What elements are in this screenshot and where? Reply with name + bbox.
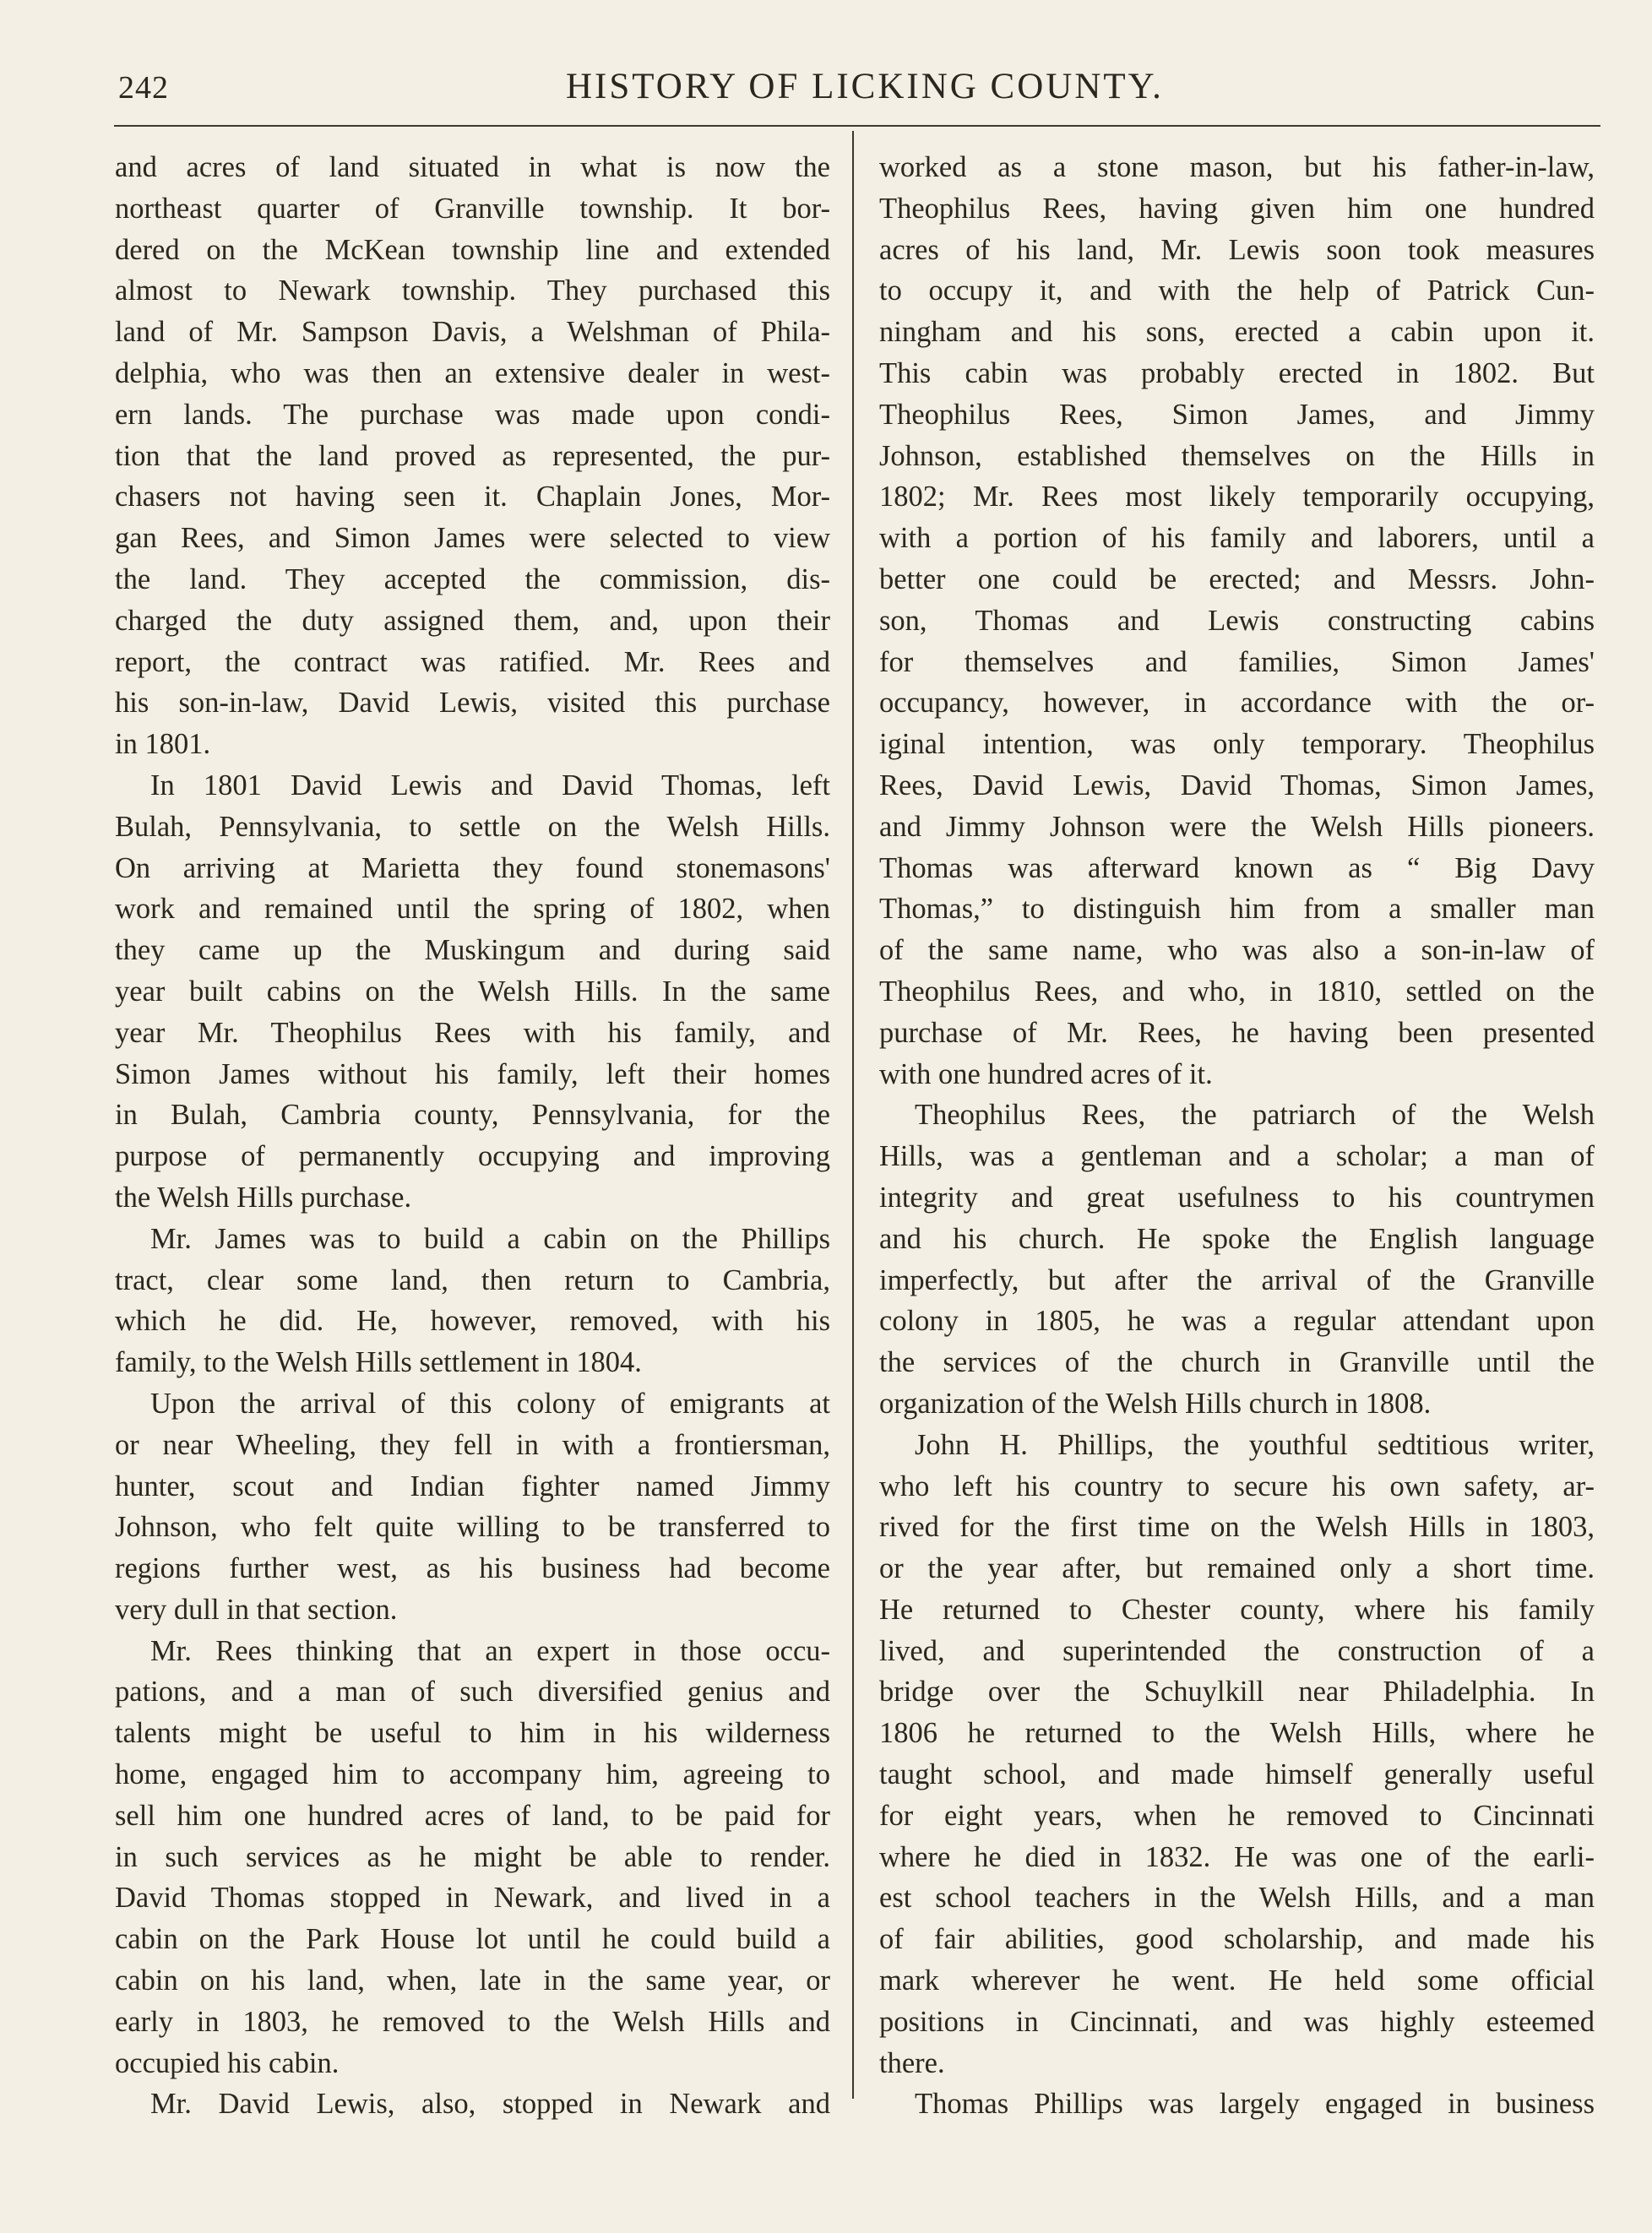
text-line: sell him one hundred acres of land, to be paid for	[115, 1799, 830, 1832]
text-line: Thomas Phillips was largely engaged in business	[915, 2088, 1595, 2121]
text-line: there.	[879, 2046, 945, 2079]
text-line: organization of the Welsh Hills church in 1808.	[879, 1387, 1432, 1420]
text-line: and Jimmy Johnson were the Welsh Hills pioneers.	[879, 810, 1595, 843]
text-line: Upon the arrival of this colony of emigrants at	[150, 1387, 830, 1420]
text-line: his son-in-law, David Lewis, visited this purchase	[115, 687, 830, 720]
text-line: Johnson, established themselves on the Hills in	[879, 439, 1595, 472]
text-line: Mr. David Lewis, also, stopped in Newark and	[150, 2088, 830, 2121]
text-line: with one hundred acres of it.	[879, 1057, 1213, 1090]
text-line: Theophilus Rees, having given him one hundred	[879, 192, 1595, 225]
text-line: Theophilus Rees, Simon James, and Jimmy	[879, 398, 1595, 431]
text-line: On arriving at Marietta they found stonemasons'	[115, 851, 830, 884]
text-line: land of Mr. Sampson Davis, a Welshman of Phila-	[115, 316, 830, 349]
text-line: occupied his cabin.	[115, 2046, 340, 2079]
text-line: He returned to Chester county, where his family	[879, 1593, 1595, 1626]
text-line: mark wherever he went. He held some official	[879, 1964, 1595, 1997]
text-line: Rees, David Lewis, David Thomas, Simon James,	[879, 769, 1595, 801]
text-line: for themselves and families, Simon James'	[879, 645, 1595, 678]
text-line: or the year after, but remained only a short time.	[879, 1552, 1595, 1585]
text-line: cabin on the Park House lot until he could build a	[115, 1923, 830, 1956]
text-line: son, Thomas and Lewis constructing cabins	[879, 604, 1595, 637]
left-column	[115, 147, 830, 2125]
text-line: they came up the Muskingum and during said	[115, 934, 830, 967]
text-line: David Thomas stopped in Newark, and lived in a	[115, 1882, 830, 1915]
text-line: Mr. Rees thinking that an expert in those occu-	[150, 1634, 830, 1667]
right-column	[879, 147, 1595, 2125]
text-line: purpose of permanently occupying and improving	[115, 1140, 830, 1173]
text-line: of the same name, who was also a son-in-law of	[879, 934, 1595, 967]
text-line: bridge over the Schuylkill near Philadelphia. In	[879, 1676, 1595, 1709]
text-line: to occupy it, and with the help of Patrick Cun-	[879, 274, 1595, 307]
running-title: HISTORY OF LICKING COUNTY.	[566, 67, 1164, 106]
text-line: 1802; Mr. Rees most likely temporarily occupying,	[879, 481, 1595, 513]
text-line: charged the duty assigned them, and, upon their	[115, 604, 830, 637]
text-line: northeast quarter of Granville township. It bor-	[115, 192, 830, 225]
text-line: ningham and his sons, erected a cabin upon it.	[879, 316, 1595, 349]
text-line: imperfectly, but after the arrival of the Granville	[879, 1263, 1595, 1296]
header-rule	[114, 125, 1600, 127]
text-line: and acres of land situated in what is now the	[115, 151, 830, 183]
text-line: with a portion of his family and laborers, until a	[879, 522, 1595, 555]
text-line: work and remained until the spring of 1802, when	[115, 893, 830, 926]
text-line: Johnson, who felt quite willing to be transferred to	[115, 1511, 830, 1544]
text-line: pations, and a man of such diversified genius and	[115, 1676, 830, 1709]
text-line: In 1801 David Lewis and David Thomas, left	[150, 769, 830, 801]
text-line: colony in 1805, he was a regular attendant upon	[879, 1305, 1595, 1338]
column-divider	[852, 131, 854, 2099]
text-line: gan Rees, and Simon James were selected to view	[115, 522, 830, 555]
text-line: in Bulah, Cambria county, Pennsylvania, for the	[115, 1099, 830, 1132]
text-line: report, the contract was ratified. Mr. Rees and	[115, 645, 830, 678]
text-line: integrity and great usefulness to his countrymen	[879, 1181, 1595, 1214]
text-line: purchase of Mr. Rees, he having been presented	[879, 1016, 1595, 1049]
text-line: John H. Phillips, the youthful sedtitious writer,	[915, 1428, 1595, 1461]
text-line: Theophilus Rees, and who, in 1810, settled on the	[879, 975, 1595, 1008]
text-line: Hills, was a gentleman and a scholar; a man of	[879, 1140, 1595, 1173]
text-line: family, to the Welsh Hills settlement in 1804.	[115, 1346, 642, 1379]
text-line: cabin on his land, when, late in the same year, or	[115, 1964, 830, 1997]
text-line: talents might be useful to him in his wilderness	[115, 1717, 830, 1750]
text-line: taught school, and made himself generally useful	[879, 1758, 1595, 1791]
text-line: Thomas,” to distinguish him from a smaller man	[879, 893, 1595, 926]
text-line: the land. They accepted the commission, dis-	[115, 562, 830, 595]
text-line: This cabin was probably erected in 1802. But	[879, 356, 1595, 389]
text-line: of fair abilities, good scholarship, and made his	[879, 1923, 1595, 1956]
text-line: very dull in that section.	[115, 1593, 398, 1626]
text-line: or near Wheeling, they fell in with a frontiersman,	[115, 1428, 830, 1461]
text-line: which he did. He, however, removed, with his	[115, 1305, 830, 1338]
text-line: ern lands. The purchase was made upon condi-	[115, 398, 830, 431]
text-line: year built cabins on the Welsh Hills. In the same	[115, 975, 830, 1008]
text-line: worked as a stone mason, but his father-in-law,	[879, 151, 1595, 183]
text-line: 1806 he returned to the Welsh Hills, where he	[879, 1717, 1595, 1750]
text-line: est school teachers in the Welsh Hills, and a man	[879, 1882, 1595, 1915]
text-line: occupancy, however, in accordance with the or-	[879, 687, 1595, 720]
page-header	[118, 59, 1601, 118]
text-line: the Welsh Hills purchase.	[115, 1181, 412, 1214]
text-line: Theophilus Rees, the patriarch of the Welsh	[915, 1099, 1595, 1132]
text-line: home, engaged him to accompany him, agreeing to	[115, 1758, 830, 1791]
text-line: almost to Newark township. They purchased this	[115, 274, 830, 307]
text-line: in 1801.	[115, 728, 211, 761]
text-line: tract, clear some land, then return to Cambria,	[115, 1263, 830, 1296]
text-line: acres of his land, Mr. Lewis soon took measures	[879, 233, 1595, 266]
text-line: Thomas was afterward known as “ Big Davy	[879, 851, 1595, 884]
text-line: the services of the church in Granville until the	[879, 1346, 1595, 1379]
text-line: in such services as he might be able to render.	[115, 1840, 830, 1873]
text-line: lived, and superintended the construction of a	[879, 1634, 1595, 1667]
text-line: iginal intention, was only temporary. Theophilus	[879, 728, 1595, 761]
text-line: hunter, scout and Indian fighter named Jimmy	[115, 1470, 830, 1502]
text-line: chasers not having seen it. Chaplain Jones, Mor-	[115, 481, 830, 513]
text-line: better one could be erected; and Messrs. John-	[879, 562, 1595, 595]
page-number: 242	[118, 70, 169, 106]
text-line: positions in Cincinnati, and was highly esteemed	[879, 2005, 1595, 2038]
text-line: where he died in 1832. He was one of the earli-	[879, 1840, 1595, 1873]
text-line: rived for the first time on the Welsh Hills in 1803,	[879, 1511, 1595, 1544]
text-line: early in 1803, he removed to the Welsh Hills and	[115, 2005, 830, 2038]
text-line: year Mr. Theophilus Rees with his family, and	[115, 1016, 830, 1049]
text-line: Simon James without his family, left their homes	[115, 1057, 830, 1090]
text-line: tion that the land proved as represented, the pur-	[115, 439, 830, 472]
text-line: who left his country to secure his own safety, ar-	[879, 1470, 1595, 1502]
text-line: Bulah, Pennsylvania, to settle on the Welsh Hills.	[115, 810, 830, 843]
text-line: Mr. James was to build a cabin on the Phillips	[150, 1222, 830, 1255]
text-line: for eight years, when he removed to Cincinnati	[879, 1799, 1595, 1832]
text-line: and his church. He spoke the English language	[879, 1222, 1595, 1255]
text-line: regions further west, as his business had become	[115, 1552, 830, 1585]
text-line: delphia, who was then an extensive dealer in west-	[115, 356, 830, 389]
text-line: dered on the McKean township line and extended	[115, 233, 830, 266]
